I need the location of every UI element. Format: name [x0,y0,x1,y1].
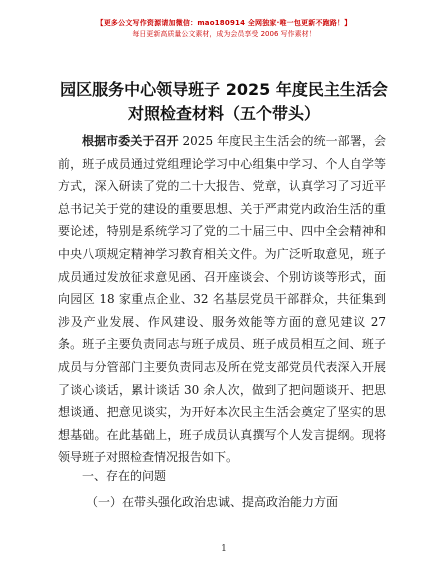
promo-banner-line-2: 每日更新高质量公文素材，成为会员享受 2006 写作素材！ [132,30,316,38]
section-heading: 一、存在的问题 [82,469,167,483]
promo-banner [0,18,448,40]
intro-lead: 根据市委关于召开 [82,134,179,148]
page-number: 1 [221,544,227,554]
intro-body: 2025 年度民主生活会的统一部署，会前，班子成员通过党组理论学习中心组集中学习、个人自学等方式，深入研读了党的二十大报告、党章，认真学习了习近平总书记关于党的建设的重要思想、关于严肃党内政治生活的重要论述，特别是系统学习了党的二十届三中、四中全会精神和中央八项规定精神学习教育相关文件。为广泛听取意见，班子成员通过发放征求意见函、召开座谈会、个别访谈等形式，面向园区 18 家重点企业、32 名基层党员干部群众，共征集到涉及产业发展、作风建设、服务效能等方面的意见建议 27 条。班子主要负责同志与班子成员、班子成员相互之间、班子成员与分管部门主要负责同志及所在党支部党员代表深入开展了谈心谈话，累计谈话 30 余人次，做到了把问题谈开、把思想谈通、把意见谈实，为开好本次民主生活会奠定了坚实的思想基础。在此基础上，班子成员认真撰写个人发言提纲。现将领导班子对照检查情况报告如下。 [58,134,386,465]
document-title: 园区服务中心领导班子 2025 年度民主生活会对照检查材料（五个带头） [60,80,388,123]
intro-paragraph [58,130,386,469]
subsection-heading: （一）在带头强化政治忠诚、提高政治能力方面 [86,495,339,509]
promo-banner-line-1: 【更多公文写作资源请加微信：mao180914 全网独家·唯一包更新不跑路！】 [96,19,352,27]
